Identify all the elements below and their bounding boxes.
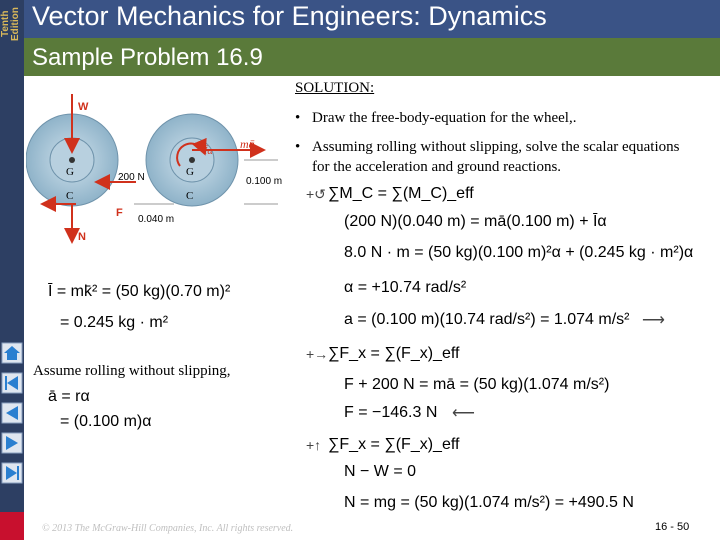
center-label: G — [186, 166, 194, 178]
inertia-equation: Ī = mk̄² = (50 kg)(0.70 m)² — [48, 283, 231, 300]
solution-step-text: Assuming rolling without slipping, solve the scalar equations for the acceleration and ground reactions. — [312, 139, 680, 175]
left-arrow-icon: ⟵ — [452, 405, 475, 422]
contact-label: C — [66, 190, 74, 202]
angular-acceleration-result: α = +10.74 rad/s² — [344, 279, 467, 296]
solution-step: • Assuming rolling without slipping, solve the scalar equations for the acceleration and ground reactions. — [295, 137, 695, 177]
header-title: Vector Mechanics for Engineers: Dynamics — [32, 1, 547, 31]
dimension-label: 0.100 m — [246, 176, 283, 187]
moment-numeric-equation: 8.0 N · m = (50 kg)(0.100 m)²α + (0.245 kg · m²)α — [344, 244, 694, 261]
force-x-equation: F + 200 N = mā = (50 kg)(1.074 m/s²) — [344, 376, 610, 393]
force-label: 200 N — [118, 172, 145, 183]
previous-page-icon[interactable] — [1, 402, 23, 424]
friction-label: F — [116, 207, 123, 219]
sign-convention-icon: +↑ — [306, 437, 322, 453]
normal-force-equation: N − W = 0 — [344, 463, 417, 480]
sign-convention-icon: +→ — [306, 346, 329, 362]
home-icon[interactable] — [1, 342, 23, 364]
page-number: 16 - 50 — [655, 521, 690, 533]
copyright-notice: © 2013 The McGraw-Hill Companies, Inc. All rights reserved. — [42, 523, 294, 534]
effective-force-label: mā — [240, 137, 255, 151]
assumption-text: Assume rolling without slipping, — [33, 363, 231, 379]
first-page-icon[interactable] — [1, 372, 23, 394]
sign-convention-icon: +↺ — [306, 186, 326, 202]
inertia-couple-label: Īα — [204, 146, 213, 157]
inertia-result: = 0.245 kg · m² — [60, 314, 169, 331]
weight-label: W — [78, 101, 89, 113]
acceleration-relation: ā = rα — [48, 388, 90, 405]
solution-step: • Draw the free-body-equation for the wheel,. — [295, 108, 695, 128]
left-navigation-strip — [0, 0, 24, 540]
mcgraw-hill-logo — [0, 512, 24, 540]
solution-heading: SOLUTION: — [295, 80, 375, 96]
slide-header — [24, 0, 720, 38]
moment-sum-equation: ∑M_C = ∑(M_C)_eff — [328, 185, 474, 202]
normal-label: N — [78, 231, 86, 243]
normal-force-result: N = mg = (50 kg)(1.074 m/s²) = +490.5 N — [344, 494, 634, 511]
slide-subheader — [24, 38, 720, 76]
center-label: G — [66, 166, 74, 178]
free-body-diagram — [26, 92, 294, 252]
force-x-sum-equation: ∑F_x = ∑(F_x)_eff — [328, 345, 460, 362]
problem-title: Sample Problem 16.9 — [32, 44, 263, 71]
next-page-icon[interactable] — [1, 432, 23, 454]
friction-result: F = −146.3 N — [344, 404, 438, 421]
last-page-icon[interactable] — [1, 462, 23, 484]
moment-equation: (200 N)(0.040 m) = mā(0.100 m) + Īα — [344, 213, 607, 230]
dimension-label: 0.040 m — [138, 214, 175, 225]
force-y-sum-equation: ∑F_x = ∑(F_x)_eff — [328, 436, 460, 453]
edition-label: Tenth Edition — [0, 7, 21, 41]
solution-step-text: Draw the free-body-equation for the wheel,. — [312, 110, 577, 126]
right-arrow-icon: ⟶ — [642, 312, 665, 329]
contact-label: C — [186, 190, 194, 202]
linear-acceleration-result: a = (0.100 m)(10.74 rad/s²) = 1.074 m/s² — [344, 311, 630, 328]
acceleration-relation-value: = (0.100 m)α — [60, 413, 152, 430]
